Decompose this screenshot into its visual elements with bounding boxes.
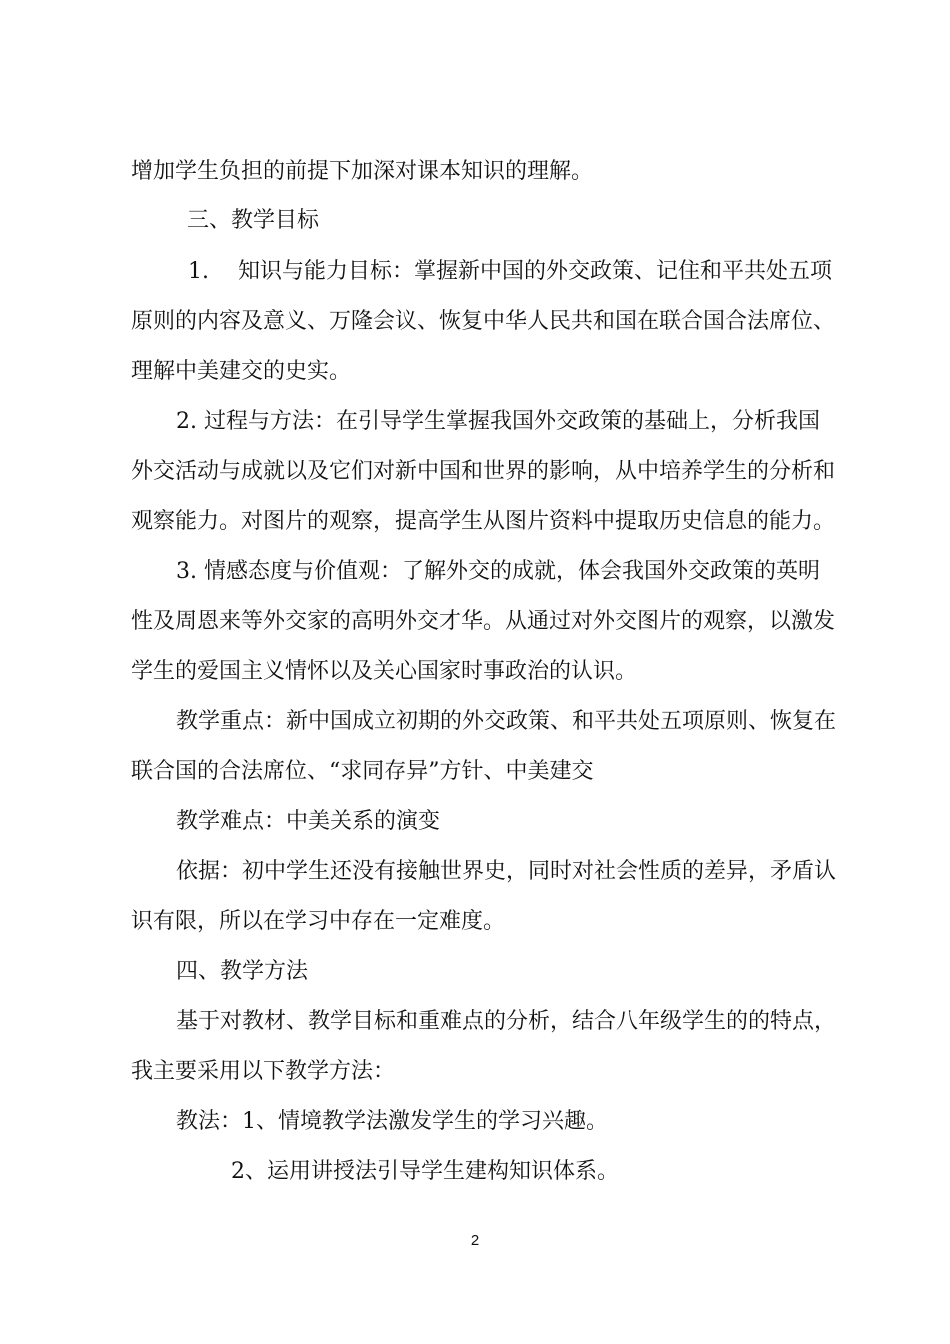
text-line-continuation: 增加学生负担的前提下加深对课本知识的理解。 [131,159,594,184]
text-line-methods-intro: 基于对教材、教学目标和重难点的分析，结合八年级学生的的特点， [176,1009,837,1034]
text-line-objective-2: 2. 过程与方法：在引导学生掌握我国外交政策的基础上，分析我国 [176,409,820,434]
text-line-objective-3: 3. 情感态度与价值观：了解外交的成就，体会我国外交政策的英明 [176,559,820,584]
text-line-objective-1: 1. 知识与能力目标：掌握新中国的外交政策、记住和平共处五项 [188,259,832,284]
text-line-objective-2-cont: 外交活动与成就以及它们对新中国和世界的影响，从中培养学生的分析和 [131,459,836,484]
text-line-objective-3-cont: 性及周恩来等外交家的高明外交才华。从通过对外交图片的观察，以激发 [131,609,836,634]
text-line-key-points-cont: 联合国的合法席位、“求同存异”方针、中美建交 [131,759,594,784]
text-line-basis: 依据：初中学生还没有接触世界史，同时对社会性质的差异，矛盾认 [176,859,837,884]
text-line-key-points: 教学重点：新中国成立初期的外交政策、和平共处五项原则、恢复在 [176,709,837,734]
text-line-methods-intro-cont: 我主要采用以下教学方法： [131,1059,396,1084]
text-line-method-1: 教法：1、情境教学法激发学生的学习兴趣。 [176,1109,608,1134]
text-line-objective-1-cont: 原则的内容及意义、万隆会议、恢复中华人民共和国在联合国合法席位、 [131,309,836,334]
page-number: 2 [470,1232,480,1249]
section-heading-teaching-methods: 四、教学方法 [176,959,309,984]
text-line-difficult-points: 教学难点：中美关系的演变 [176,809,441,834]
text-line-method-2: 2、运用讲授法引导学生建构知识体系。 [231,1159,619,1184]
text-line-objective-3-end: 学生的爱国主义情怀以及关心国家时事政治的认识。 [131,659,638,684]
text-line-objective-1-end: 理解中美建交的史实。 [131,359,352,384]
text-line-basis-cont: 识有限，所以在学习中存在一定难度。 [131,909,506,934]
section-heading-teaching-objectives: 三、教学目标 [187,208,320,233]
text-line-objective-2-end: 观察能力。对图片的观察，提高学生从图片资料中提取历史信息的能力。 [131,509,836,534]
